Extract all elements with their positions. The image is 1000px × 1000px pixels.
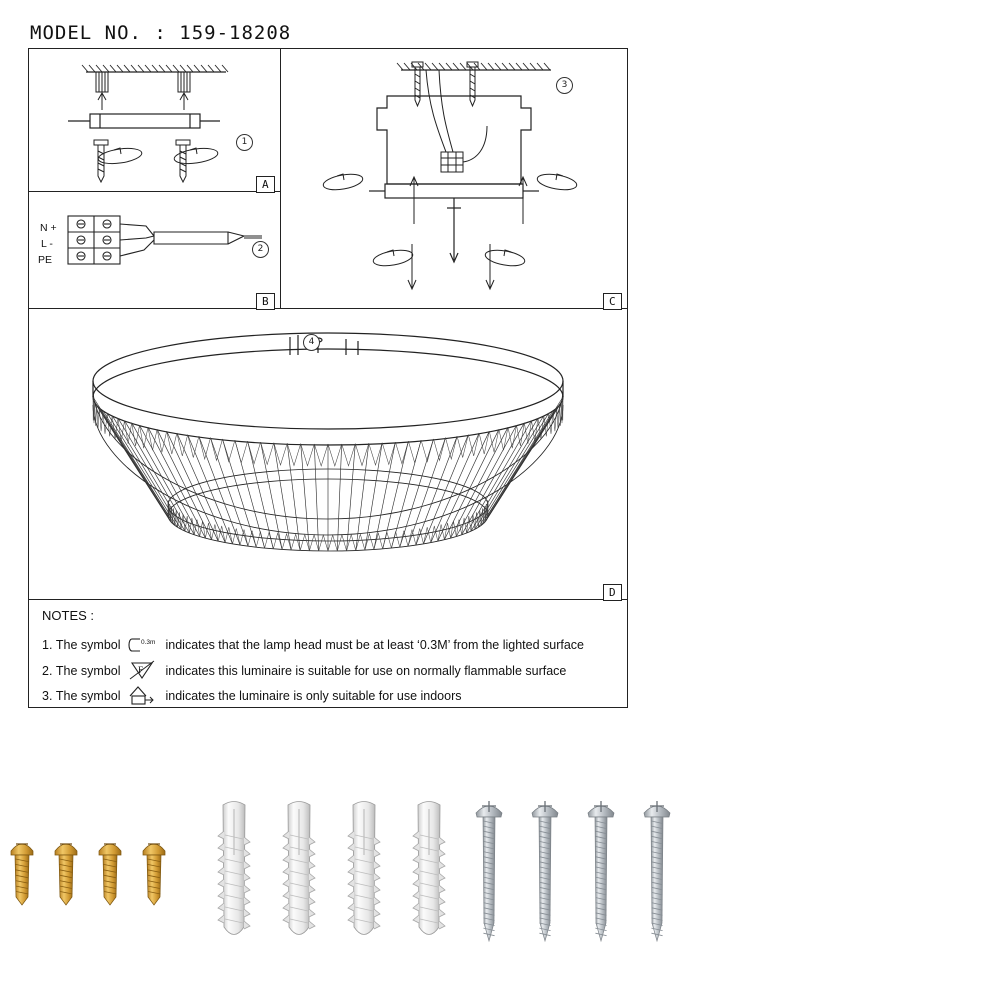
steel-wood-screw — [476, 801, 502, 941]
panel-tag-b: B — [256, 293, 275, 310]
min-distance-0.3m-icon — [126, 635, 160, 655]
steel-wood-screw — [644, 801, 670, 941]
steel-wood-screw — [588, 801, 614, 941]
note-2-index: 2. — [42, 664, 53, 678]
steel-wood-screw — [532, 801, 558, 941]
wall-plug-anchor — [283, 802, 315, 935]
panel-a-illustration — [28, 48, 281, 192]
wall-plug-anchor — [218, 802, 250, 935]
note-3-pre: The symbol — [55, 689, 121, 703]
brass-machine-screw — [143, 844, 165, 905]
note-2-post: indicates this luminaire is suitable for use on normally flammable surface — [165, 664, 567, 678]
wall-plug-anchor — [348, 802, 380, 935]
page-title: MODEL NO. : 159-18208 — [30, 22, 292, 44]
step-number-1: 1 — [236, 134, 253, 151]
terminal-label-pe: PE — [38, 254, 53, 266]
note-2-pre: The symbol — [55, 664, 121, 678]
brass-screw-group — [8, 835, 208, 930]
brass-machine-screw — [55, 844, 77, 905]
panel-tag-a: A — [256, 176, 275, 193]
notes-heading: NOTES : — [42, 608, 95, 623]
wall-plug-group — [210, 795, 460, 950]
brass-machine-screw — [11, 844, 33, 905]
wall-plug-anchor — [413, 802, 445, 935]
panel-tag-c: C — [603, 293, 622, 310]
panel-b-illustration — [28, 192, 281, 309]
note-item-2 — [42, 661, 566, 681]
svg-text:0.3m: 0.3m — [141, 639, 156, 646]
note-1-post: indicates that the lamp head must be at least ‘0.3M’ from the lighted surface — [165, 638, 585, 652]
step-number-2: 2 — [252, 241, 269, 258]
steel-screw-group — [465, 795, 695, 955]
panel-tag-d: D — [603, 584, 622, 601]
panel-c-illustration — [281, 48, 628, 309]
svg-text:F: F — [138, 665, 144, 675]
brass-machine-screw — [99, 844, 121, 905]
flammable-surface-F-icon — [126, 661, 160, 681]
terminal-label-l: L - — [41, 238, 53, 250]
step-number-4: 4 — [303, 334, 320, 351]
note-item-3 — [42, 686, 462, 706]
note-1-pre: The symbol — [55, 638, 121, 652]
step-number-3: 3 — [556, 77, 573, 94]
note-3-index: 3. — [42, 689, 53, 703]
terminal-label-n: N + — [40, 222, 57, 234]
note-item-1 — [42, 635, 584, 655]
panel-d-illustration — [28, 309, 628, 600]
indoor-use-only-icon — [126, 686, 160, 706]
note-3-post: indicates the luminaire is only suitable for use indoors — [165, 689, 462, 703]
note-1-index: 1. — [42, 638, 53, 652]
